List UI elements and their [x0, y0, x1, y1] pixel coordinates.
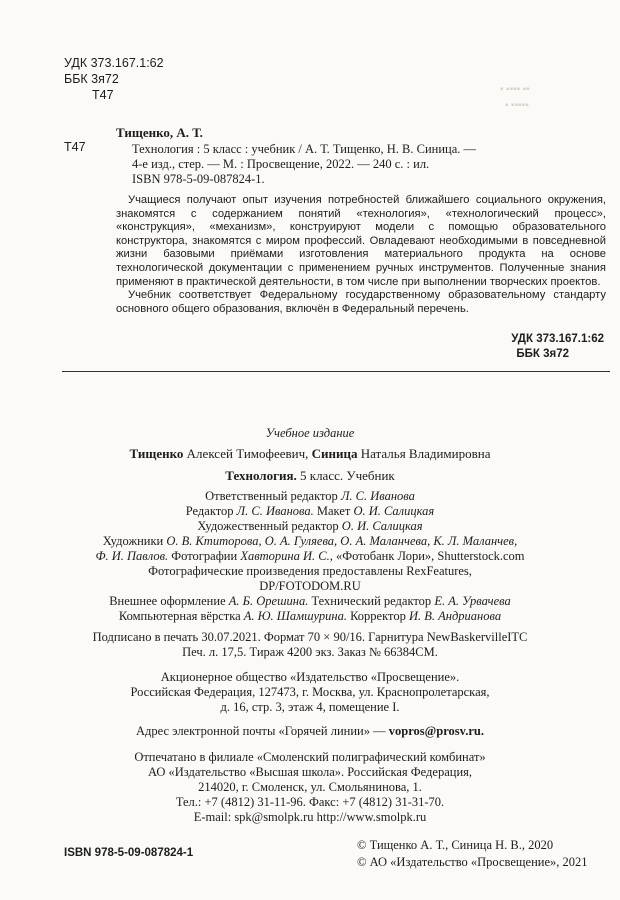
credit-name: И. В. Андрианова: [408, 609, 502, 623]
abstract-paragraph: Учащиеся получают опыт изучения потребностей ближайшего социального окружения, знакомятся с содержанием понятий «технология», «технологический процесс», «конструкция», «механизм», конструируют модели с помощью образовательного конструктора, знакомятся с миром профессий. Овладевают необходимыми в повседневной жизни базовыми приёмами изготовления материального продукта на основе технологической документации с применением ручных инструментов. Полученные знания применяют в практической деятельности, в том числе при выполнении творческих проектов.: [116, 194, 606, 288]
credit-label: DP/FOTODOM.RU: [259, 579, 361, 593]
footer-copyright-1: © Тищенко А. Т., Синица Н. В., 2020: [357, 838, 554, 852]
credit-line: [0, 609, 620, 624]
show-through-mark: ▪ ▪▪▪▪ ▪▪: [500, 84, 530, 95]
author1-surname: Тищенко: [129, 446, 184, 461]
record-code: Т47: [64, 140, 86, 154]
printer-line: 214020, г. Смоленск, ул. Смольянинова, 1.: [198, 780, 422, 794]
publisher-block: [0, 670, 620, 715]
author1-name: Алексей Тимофеевич,: [186, 446, 309, 461]
credit-label: Макет: [316, 504, 351, 518]
divider: [62, 371, 610, 372]
record-udk-right: УДК 373.167.1:62: [511, 333, 604, 345]
header-udk: УДК 373.167.1:62: [64, 56, 164, 70]
edition-type: Учебное издание: [265, 426, 355, 440]
credit-label: Художники: [102, 534, 164, 548]
credit-name: А. Б. Орешина.: [228, 594, 309, 608]
credit-label: Фотографии: [171, 549, 238, 563]
credit-name: А. Ю. Шамшурина.: [243, 609, 347, 623]
credit-tail: «Фотобанк Лори», Shutterstock.com: [335, 549, 525, 563]
footer-isbn: ISBN 978-5-09-087824-1: [64, 847, 194, 859]
printer-block: [0, 750, 620, 825]
footer-copyright-2: © АО «Издательство «Просвещение», 2021: [357, 855, 588, 869]
header-bbk: ББК 3я72: [64, 72, 119, 86]
credit-label: Корректор: [350, 609, 406, 623]
book-title: Технология.: [225, 468, 297, 483]
publisher-line: Акционерное общество «Издательство «Просвещение».: [160, 670, 460, 684]
printer-line: E-mail: spk@smolpk.ru http://www.smolpk.ru: [193, 810, 427, 824]
printer-line: Тел.: +7 (4812) 31-11-96. Факс: +7 (4812) 31-31-70.: [175, 795, 445, 809]
credit-line: [0, 594, 620, 609]
printer-line: АО «Издательство «Высшая школа». Российская Федерация,: [147, 765, 473, 779]
credit-label: Внешнее оформление: [109, 594, 226, 608]
printer-line: Отпечатано в филиале «Смоленский полиграфический комбинат»: [134, 750, 486, 764]
book-title-line: [0, 468, 620, 483]
publisher-line: д. 16, стр. 3, этаж 4, помещение I.: [220, 700, 400, 714]
header-code: Т47: [92, 88, 114, 102]
record-author: Тищенко, А. Т.: [116, 125, 203, 140]
author2-name: Наталья Владимировна: [360, 446, 491, 461]
credit-name: Л. С. Иванова.: [236, 504, 314, 518]
credit-line: [0, 519, 620, 534]
print-details: [0, 630, 620, 660]
credit-name: О. И. Салицкая: [341, 519, 423, 533]
credit-name: Хавторина И. С.,: [240, 549, 333, 563]
credit-label: Технический редактор: [311, 594, 432, 608]
credit-line: [0, 549, 620, 564]
credit-name: Л. С. Иванова: [340, 489, 415, 503]
credit-label: Ответственный редактор: [205, 489, 338, 503]
credit-label: Фотографические произведения предоставлены RexFeatures,: [148, 564, 472, 578]
print-line: Печ. л. 17,5. Тираж 4200 экз. Заказ № 66384СМ.: [182, 645, 438, 659]
credit-name: О. И. Салицкая: [353, 504, 435, 518]
credit-line: [0, 564, 620, 579]
author2-surname: Синица: [311, 446, 358, 461]
hotline-label: Адрес электронной почты «Горячей линии» —: [136, 724, 386, 738]
show-through-mark: ▪ ▪▪▪▪▪: [505, 100, 529, 111]
credit-name: Ф. И. Павлов.: [95, 549, 169, 563]
abstract-paragraph: Учебник соответствует Федеральному государственному образовательному стандарту основного общего образования, включён в Федеральный перечень.: [116, 289, 606, 315]
hotline-line: [0, 724, 620, 739]
authors-line: [0, 446, 620, 461]
hotline-email[interactable]: vopros@prosv.ru.: [388, 724, 484, 738]
credit-name: Е. А. Урвачева: [434, 594, 511, 608]
credit-line: [0, 489, 620, 504]
credit-line: [0, 504, 620, 519]
record-bbk-right: ББК 3я72: [516, 348, 569, 360]
credit-name: О. В. Ктиторова, О. А. Гуляева, О. А. Маланчева, К. Л. Маланчев,: [166, 534, 518, 548]
record-isbn: ISBN 978-5-09-087824-1.: [132, 172, 265, 186]
record-abstract: [116, 194, 606, 316]
credits-block: [0, 489, 620, 624]
record-title-line-2: 4-е изд., стер. — М. : Просвещение, 2022. — 240 с. : ил.: [132, 157, 430, 171]
credit-line: [0, 579, 620, 594]
print-line: Подписано в печать 30.07.2021. Формат 70 × 90/16. Гарнитура NewBaskervilleITC: [92, 630, 528, 644]
record-title-line-1: Технология : 5 класс : учебник / А. Т. Тищенко, Н. В. Синица. —: [132, 142, 477, 156]
credit-line: [0, 534, 620, 549]
book-subtitle: 5 класс. Учебник: [300, 468, 395, 483]
credit-label: Художественный редактор: [197, 519, 339, 533]
publisher-line: Российская Федерация, 127473, г. Москва, ул. Краснопролетарская,: [130, 685, 490, 699]
credit-label: Компьютерная вёрстка: [118, 609, 241, 623]
credit-label: Редактор: [185, 504, 234, 518]
